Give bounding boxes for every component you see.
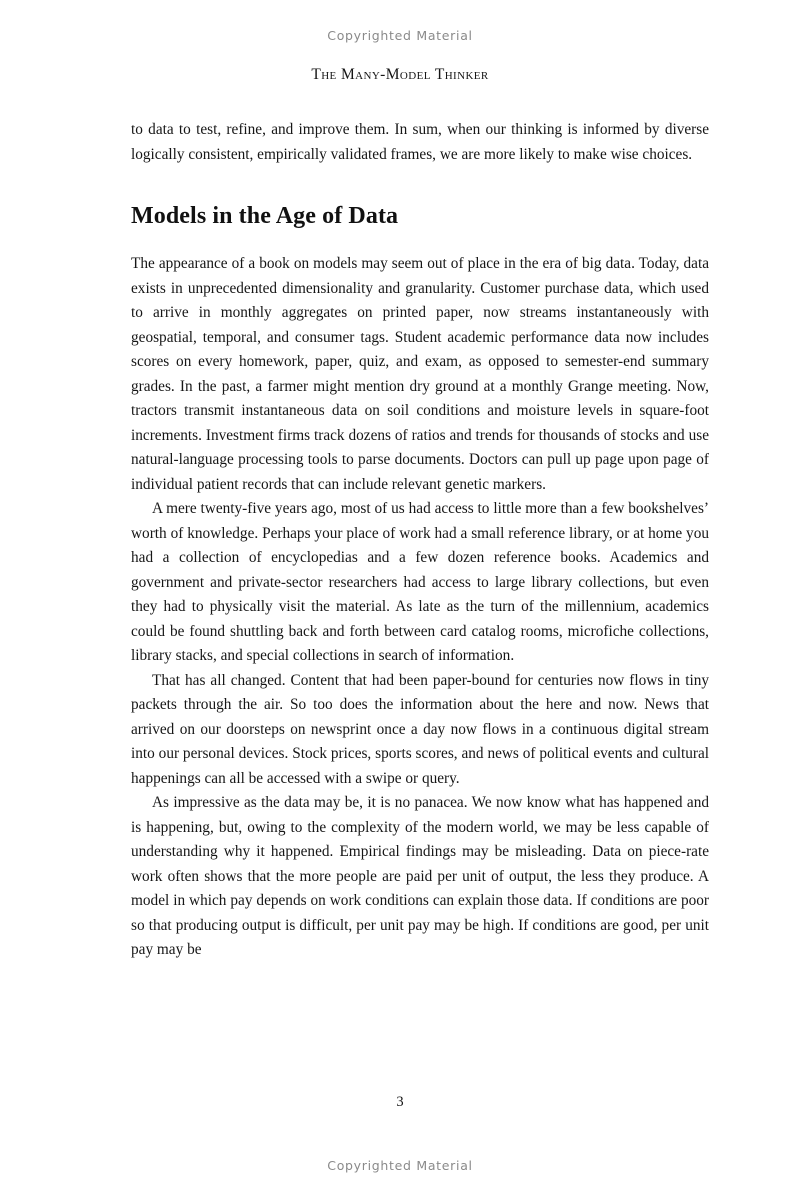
spacer-before-heading (131, 167, 709, 201)
paragraph-panacea: As impressive as the data may be, it is no panacea. We now know what has happened and is happening, but, owing to the complexity of the modern world, we may be less capable of understanding why it happened. Empirical findings may be misleading. Data on piece-rate work often shows that the more people are paid per unit of output, the less they produce. A model in which pay depends on work conditions can explain those data. If conditions are poor so that producing output is difficult, per unit pay may be high. If conditions are good, per unit pay may be (131, 794, 709, 958)
running-head: The Many-Model Thinker (311, 66, 489, 83)
page-number: 3 (396, 1094, 404, 1110)
paragraph-big-data: The appearance of a book on models may seem out of place in the era of big data. Today, data exists in unprecedented dimensionality and granularity. Customer purchase data, which used to arrive in monthly aggregates on printed paper, now streams instantaneously with geospatial, temporal, and consumer tags. Student academic performance data now includes scores on every homework, paper, quiz, and exam, as opposed to semester-end summary grades. In the past, a farmer might mention dry ground at a monthly Grange meeting. Now, tractors transmit instantaneous data on soil conditions and moisture levels in square-foot increments. Investment firms track dozens of ratios and trends for thousands of stocks and use natural-language processing tools to parse documents. Doctors can pull up page upon page of individual patient records that can include relevant genetic markers. (131, 255, 709, 493)
paragraph-changed: That has all changed. Content that had been paper-bound for centuries now flows in tiny packets through the air. So too does the information about the here and now. News that arrived on our doorsteps on newsprint once a day now flows in a continuous digital stream into our personal devices. Stock prices, sports scores, and news of political events and cultural happenings can all be accessed with a swipe or query. (131, 671, 709, 787)
copyright-watermark-top: Copyrighted Material (327, 28, 473, 43)
section-heading: Models in the Age of Data (131, 203, 399, 229)
text-column (131, 118, 709, 963)
paragraph-continued: to data to test, refine, and improve them. In sum, when our thinking is informed by diverse logically consistent, empirically validated frames, we are more likely to make wise choices. (131, 121, 709, 163)
copyright-watermark-bottom: Copyrighted Material (327, 1158, 473, 1173)
paragraph-bookshelves: A mere twenty-five years ago, most of us had access to little more than a few bookshelves’ worth of knowledge. Perhaps your place of work had a small reference library, or at home you had a collection of encyclopedias and a few dozen reference books. Academics and government and private-sector researchers had access to large library collections, but even they had to physically visit the material. As late as the turn of the millennium, academics could be found shuttling back and forth between card catalog rooms, microfiche collections, library stacks, and special collections in search of information. (131, 500, 709, 664)
spacer-after-heading (131, 231, 709, 252)
